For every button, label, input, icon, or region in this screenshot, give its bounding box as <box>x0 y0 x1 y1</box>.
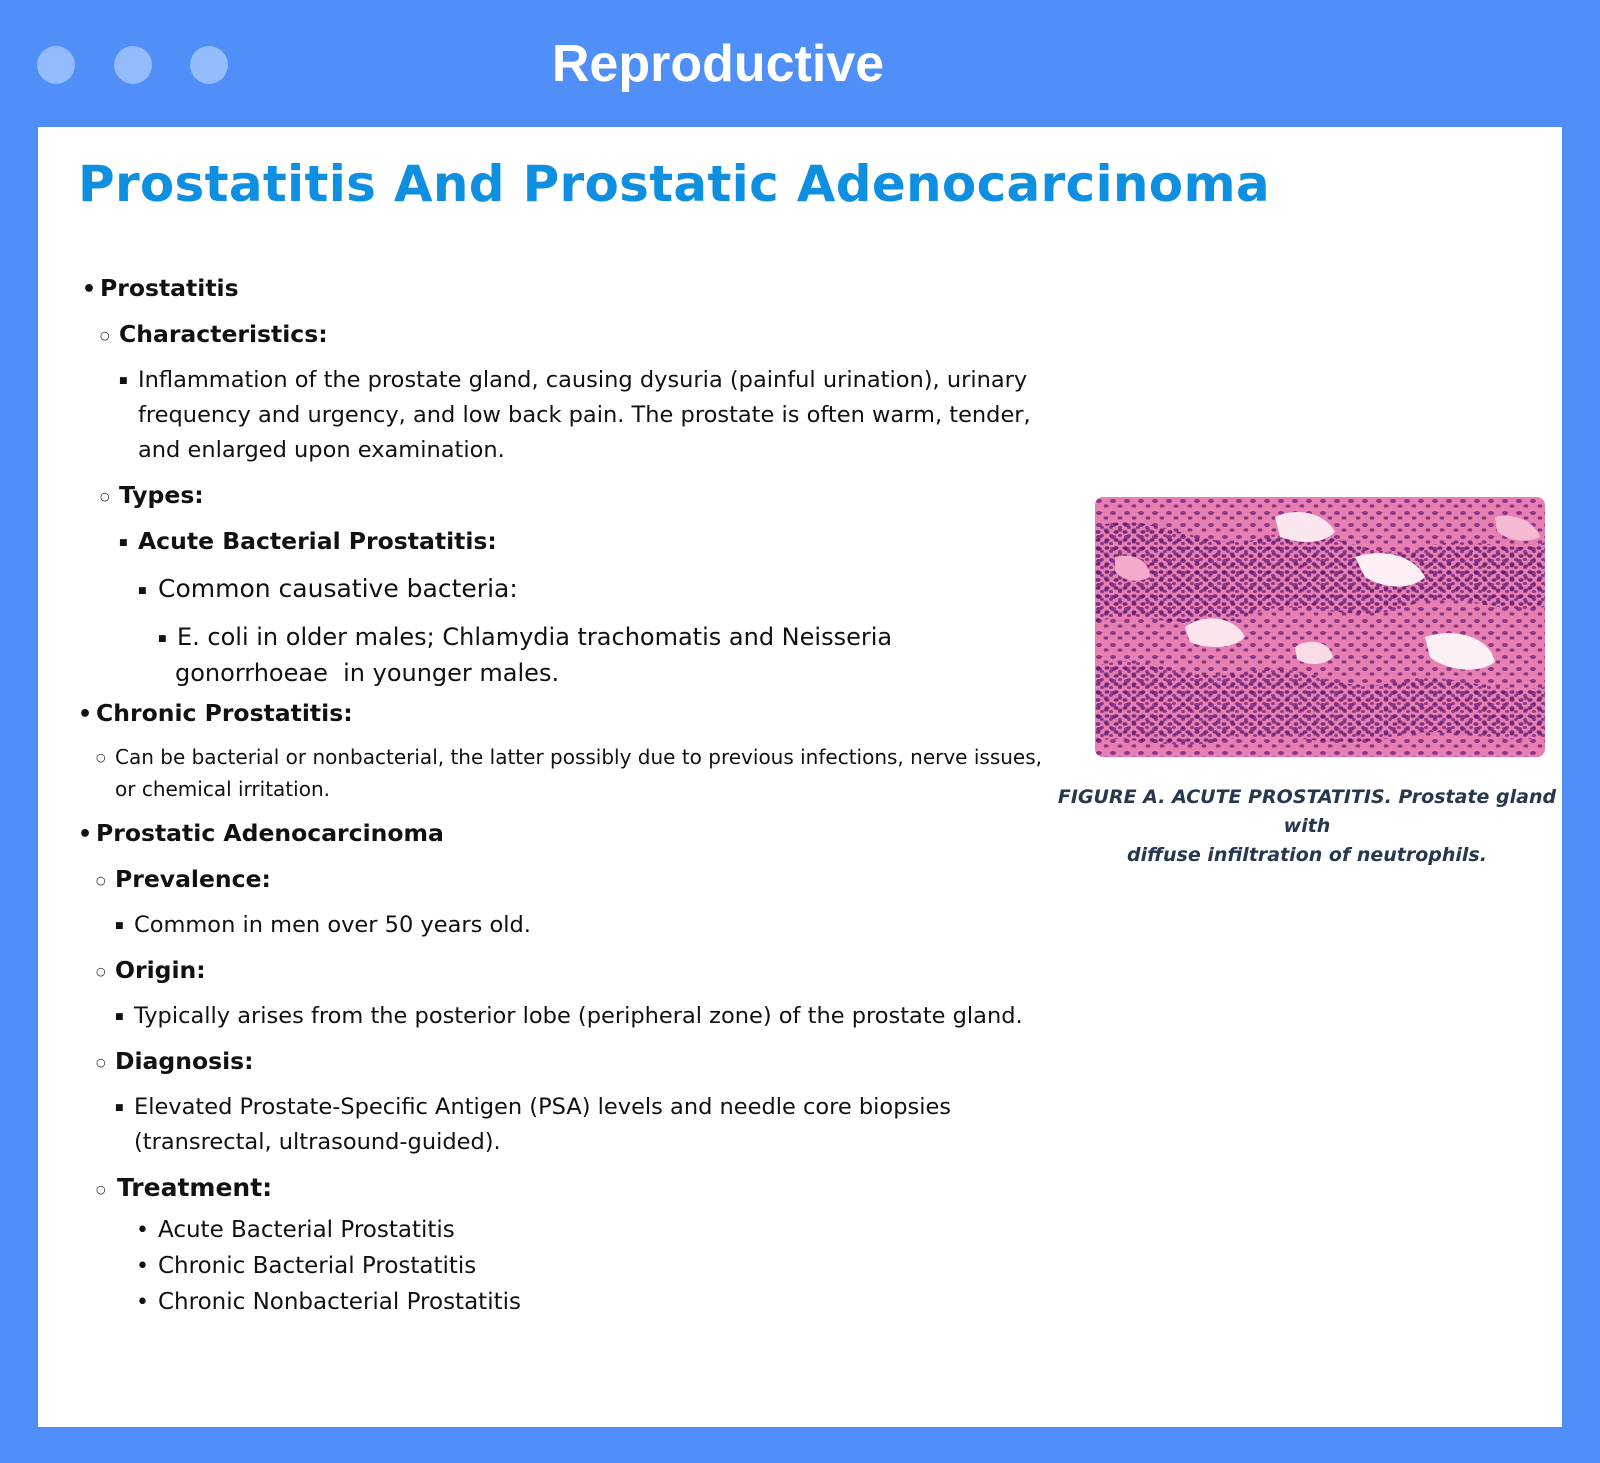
list-item-label: Chronic Bacterial Prostatitis <box>158 1253 477 1279</box>
text-line: Inflammation of the prostate gland, causing dysuria (painful urination), urinary <box>138 367 1028 393</box>
list-item-label: Acute Bacterial Prostatitis <box>158 1217 455 1243</box>
content-panel <box>38 127 1562 1427</box>
list-item <box>136 1212 521 1248</box>
bullet-square-icon <box>119 524 128 561</box>
section-heading: Prostatic Adenocarcinoma <box>96 819 444 847</box>
text-line: Typically arises from the posterior lobe (peripheral zone) of the prostate gland. <box>134 1003 1023 1029</box>
bullet-square-icon <box>115 908 124 944</box>
bullet-circle-icon <box>96 1044 106 1080</box>
title-bar <box>0 0 1600 127</box>
list-item <box>158 619 892 691</box>
text-line: (transrectal, ultrasound-guided). <box>134 1129 501 1155</box>
bullet-circle-icon <box>96 862 106 898</box>
subsection-label: Treatment: <box>117 1173 273 1202</box>
list-item <box>96 741 1042 805</box>
figure-caption <box>1055 783 1559 870</box>
subsection-label: Origin: <box>115 956 206 984</box>
bullet-circle-icon <box>100 317 110 353</box>
window-title: Reproductive <box>551 35 885 93</box>
bullet-disc-icon <box>82 271 96 307</box>
list-item <box>96 862 271 897</box>
list-item <box>96 953 206 988</box>
subsection-label: Diagnosis: <box>115 1047 254 1075</box>
list-item <box>119 363 1031 468</box>
subsection-label: Acute Bacterial Prostatitis: <box>138 527 497 555</box>
bullet-circle-icon <box>96 741 106 774</box>
notes-list <box>38 127 1058 1427</box>
subsection-label: Types: <box>119 481 204 509</box>
text-line: Common causative bacteria: <box>158 574 518 603</box>
histology-image <box>1095 497 1545 757</box>
list-item <box>115 908 531 943</box>
text-line: or chemical irritation. <box>115 777 330 801</box>
list-item-label: Chronic Nonbacterial Prostatitis <box>158 1289 521 1315</box>
list-item <box>136 1284 521 1320</box>
section-heading: Chronic Prostatitis: <box>96 699 353 727</box>
list-item <box>82 271 239 306</box>
subsection-label: Characteristics: <box>119 320 328 348</box>
treatment-list <box>136 1212 521 1320</box>
list-item <box>115 999 1023 1034</box>
list-item <box>115 1090 951 1160</box>
list-item <box>100 317 328 352</box>
list-item <box>96 1044 254 1079</box>
bullet-circle-icon <box>96 953 106 989</box>
bullet-disc-icon <box>78 816 92 852</box>
list-item <box>138 571 518 606</box>
text-line: frequency and urgency, and low back pain. The prostate is often warm, tender, <box>138 402 1031 428</box>
caption-line: diffuse infiltration of neutrophils. <box>1127 844 1487 866</box>
list-item <box>96 1170 272 1205</box>
text-line: gonorrhoeae <box>175 659 328 687</box>
bullet-disc-icon <box>78 696 92 732</box>
text-line: Common in men over 50 years old. <box>134 912 531 938</box>
caption-line: FIGURE A. ACUTE PROSTATITIS. Prostate gland with <box>1057 786 1557 837</box>
list-item <box>119 524 497 559</box>
text-line: Can be bacterial or nonbacterial, the latter possibly due to previous infections, nerve issues, <box>115 745 1043 769</box>
list-item <box>78 696 353 731</box>
bullet-disc-icon <box>136 1284 149 1321</box>
section-heading: Prostatitis <box>100 274 239 302</box>
bullet-square-icon <box>138 571 147 609</box>
list-item <box>78 816 444 851</box>
bullet-square-icon <box>115 1090 124 1126</box>
bullet-disc-icon <box>136 1248 149 1285</box>
text-line: in younger males. <box>343 659 560 687</box>
subsection-label: Prevalence: <box>115 865 271 893</box>
bullet-circle-icon <box>100 478 110 514</box>
page-title: Prostatitis And Prostatic Adenocarcinoma <box>78 155 1270 213</box>
text-line: Elevated Prostate-Specific Antigen (PSA) levels and needle core biopsies <box>134 1094 952 1120</box>
bullet-disc-icon <box>136 1212 149 1249</box>
list-item <box>136 1248 521 1284</box>
text-line: E. coli in older males; Chlamydia trachomatis and Neisseria <box>177 623 893 651</box>
bullet-square-icon <box>115 999 124 1035</box>
list-item <box>100 478 204 513</box>
text-line: and enlarged upon examination. <box>138 437 505 463</box>
bullet-square-icon <box>158 619 167 657</box>
bullet-circle-icon <box>96 1170 106 1207</box>
bullet-square-icon <box>119 363 128 399</box>
